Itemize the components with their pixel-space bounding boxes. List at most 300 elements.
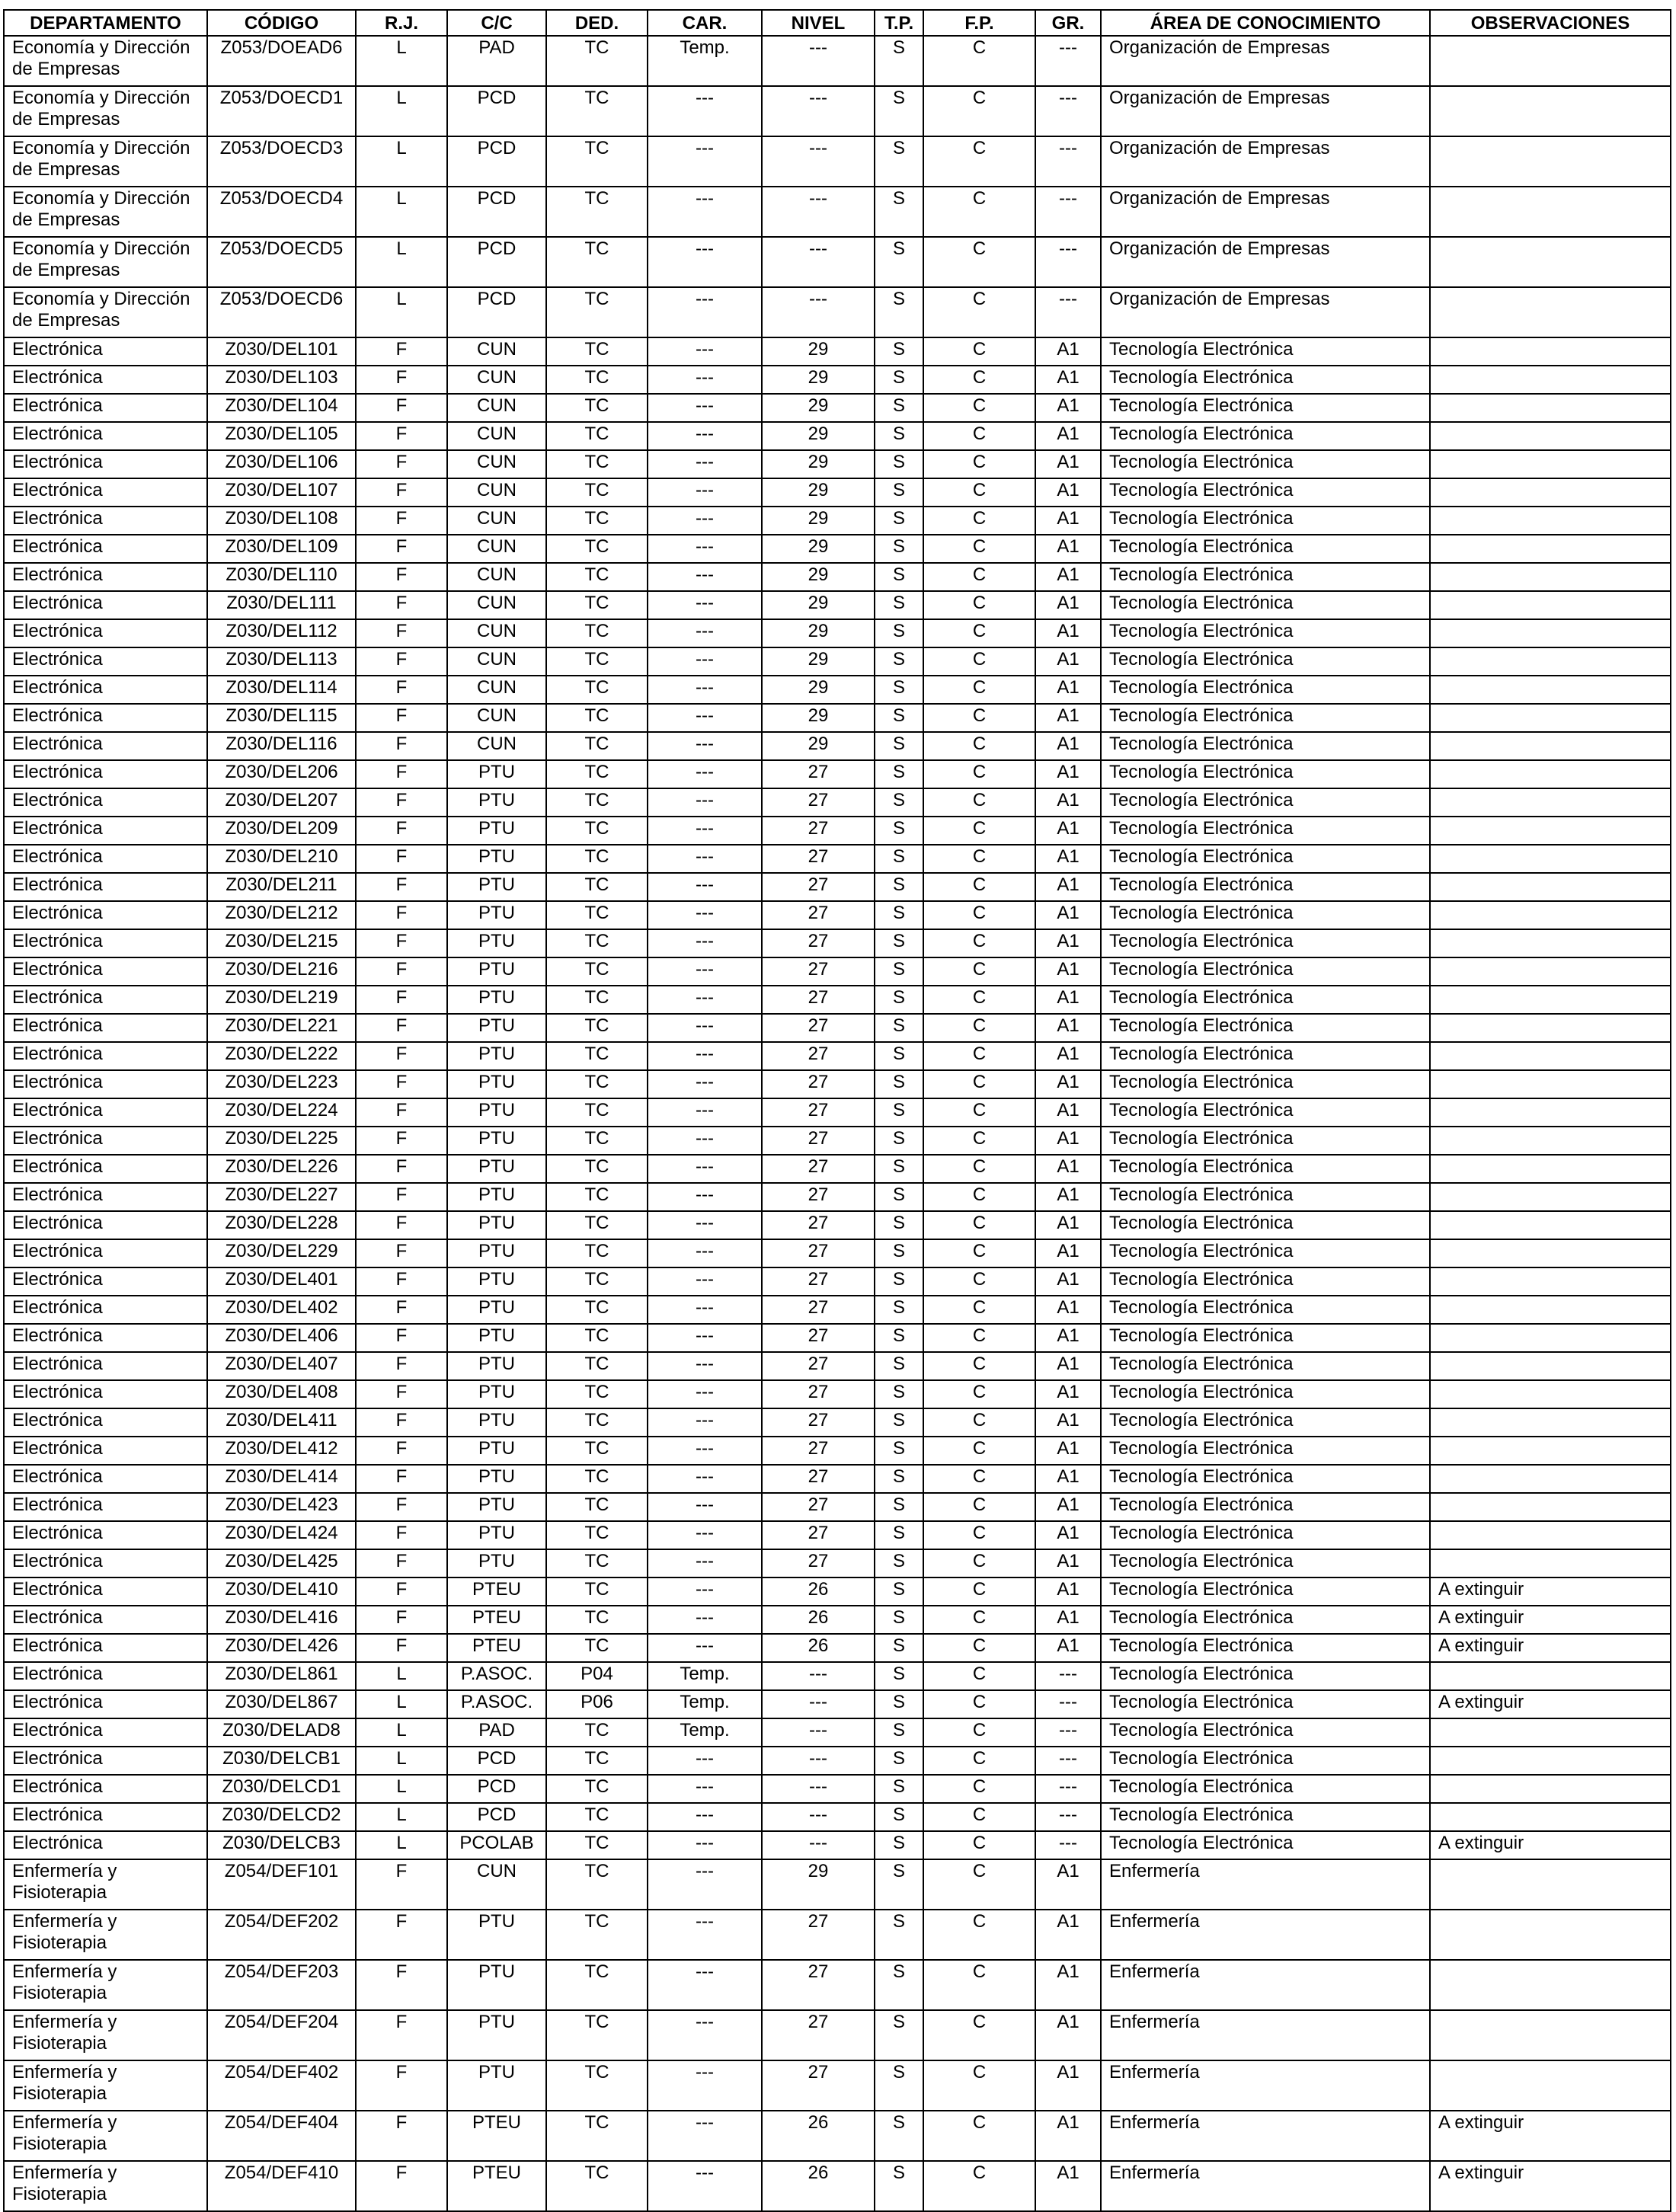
table-row	[4, 1606, 1671, 1634]
table-row	[4, 1239, 1671, 1267]
cell-departamento: Electrónica	[4, 760, 207, 788]
cell-rj: F	[356, 2060, 447, 2111]
cell-departamento: Electrónica	[4, 732, 207, 760]
cell-gr: A1	[1035, 1910, 1101, 1960]
cell-codigo: Z030/DEL114	[207, 676, 356, 704]
cell-area: Tecnología Electrónica	[1101, 1211, 1430, 1239]
cell-area: Tecnología Electrónica	[1101, 704, 1430, 732]
cell-rj: F	[356, 817, 447, 845]
cell-fp: C	[923, 1634, 1035, 1662]
cell-gr: A1	[1035, 1267, 1101, 1296]
cell-fp: C	[923, 676, 1035, 704]
cell-ded: TC	[546, 1493, 648, 1521]
cell-gr: A1	[1035, 366, 1101, 394]
cell-car: ---	[648, 1296, 762, 1324]
cell-car: ---	[648, 450, 762, 478]
cell-rj: F	[356, 394, 447, 422]
cell-gr: A1	[1035, 873, 1101, 901]
cell-ded: TC	[546, 1634, 648, 1662]
cell-rj: F	[356, 732, 447, 760]
cell-area: Tecnología Electrónica	[1101, 450, 1430, 478]
cell-rj: L	[356, 1718, 447, 1747]
cell-nivel: 27	[762, 1324, 875, 1352]
cell-area: Tecnología Electrónica	[1101, 1070, 1430, 1098]
cell-area: Tecnología Electrónica	[1101, 1408, 1430, 1437]
cell-gr: A1	[1035, 1042, 1101, 1070]
cell-gr: ---	[1035, 1690, 1101, 1718]
cell-observaciones	[1430, 788, 1671, 817]
cell-fp: C	[923, 1437, 1035, 1465]
cell-departamento: Electrónica	[4, 1831, 207, 1859]
cell-area: Tecnología Electrónica	[1101, 957, 1430, 986]
cell-nivel: 27	[762, 986, 875, 1014]
cell-area: Tecnología Electrónica	[1101, 366, 1430, 394]
cell-car: ---	[648, 366, 762, 394]
cell-ded: TC	[546, 1960, 648, 2010]
table-row	[4, 1155, 1671, 1183]
cell-area: Tecnología Electrónica	[1101, 1747, 1430, 1775]
cell-ded: TC	[546, 1211, 648, 1239]
cell-departamento: Electrónica	[4, 1239, 207, 1267]
cell-departamento: Economía y Dirección de Empresas	[4, 36, 207, 86]
cell-gr: ---	[1035, 1775, 1101, 1803]
cell-cc: PTU	[447, 1155, 546, 1183]
cell-tp: S	[875, 1070, 923, 1098]
cell-codigo: Z030/DEL225	[207, 1127, 356, 1155]
cell-codigo: Z030/DELCB3	[207, 1831, 356, 1859]
cell-rj: L	[356, 86, 447, 136]
cell-nivel: ---	[762, 36, 875, 86]
cell-rj: F	[356, 1183, 447, 1211]
cell-area: Tecnología Electrónica	[1101, 535, 1430, 563]
cell-codigo: Z030/DEL104	[207, 394, 356, 422]
cell-tp: S	[875, 1803, 923, 1831]
cell-departamento: Electrónica	[4, 1267, 207, 1296]
cell-observaciones	[1430, 1437, 1671, 1465]
cell-car: ---	[648, 1437, 762, 1465]
cell-cc: PTU	[447, 1521, 546, 1549]
cell-tp: S	[875, 1634, 923, 1662]
cell-car: ---	[648, 1183, 762, 1211]
cell-cc: PTU	[447, 1042, 546, 1070]
cell-ded: TC	[546, 478, 648, 507]
cell-gr: A1	[1035, 1380, 1101, 1408]
cell-ded: TC	[546, 817, 648, 845]
cell-ded: TC	[546, 563, 648, 591]
cell-fp: C	[923, 704, 1035, 732]
cell-fp: C	[923, 394, 1035, 422]
cell-nivel: 27	[762, 1014, 875, 1042]
cell-observaciones	[1430, 2010, 1671, 2060]
cell-observaciones	[1430, 1747, 1671, 1775]
cell-ded: TC	[546, 1380, 648, 1408]
cell-ded: TC	[546, 366, 648, 394]
cell-codigo: Z030/DEL412	[207, 1437, 356, 1465]
cell-car: ---	[648, 873, 762, 901]
cell-rj: F	[356, 591, 447, 619]
cell-codigo: Z030/DEL106	[207, 450, 356, 478]
cell-cc: CUN	[447, 704, 546, 732]
cell-tp: S	[875, 237, 923, 287]
cell-fp: C	[923, 237, 1035, 287]
cell-nivel: 26	[762, 1577, 875, 1606]
cell-car: ---	[648, 1634, 762, 1662]
cell-cc: PAD	[447, 1718, 546, 1747]
header-area: ÁREA DE CONOCIMIENTO	[1101, 10, 1430, 36]
cell-nivel: 27	[762, 1493, 875, 1521]
cell-rj: F	[356, 1127, 447, 1155]
cell-observaciones	[1430, 1910, 1671, 1960]
cell-rj: L	[356, 1775, 447, 1803]
cell-cc: PTU	[447, 760, 546, 788]
cell-observaciones	[1430, 237, 1671, 287]
cell-fp: C	[923, 1239, 1035, 1267]
cell-tp: S	[875, 1183, 923, 1211]
cell-departamento: Electrónica	[4, 647, 207, 676]
cell-fp: C	[923, 36, 1035, 86]
cell-area: Tecnología Electrónica	[1101, 676, 1430, 704]
cell-observaciones	[1430, 1493, 1671, 1521]
cell-cc: CUN	[447, 732, 546, 760]
cell-rj: F	[356, 337, 447, 366]
cell-ded: TC	[546, 788, 648, 817]
cell-observaciones	[1430, 1352, 1671, 1380]
cell-departamento: Electrónica	[4, 1493, 207, 1521]
cell-rj: F	[356, 1549, 447, 1577]
cell-tp: S	[875, 591, 923, 619]
cell-codigo: Z053/DOEAD6	[207, 36, 356, 86]
cell-codigo: Z030/DEL209	[207, 817, 356, 845]
cell-rj: F	[356, 845, 447, 873]
cell-area: Tecnología Electrónica	[1101, 1183, 1430, 1211]
cell-area: Organización de Empresas	[1101, 287, 1430, 337]
cell-cc: PTU	[447, 901, 546, 929]
cell-cc: CUN	[447, 337, 546, 366]
cell-cc: PTU	[447, 986, 546, 1014]
cell-observaciones	[1430, 619, 1671, 647]
cell-fp: C	[923, 1549, 1035, 1577]
cell-departamento: Economía y Dirección de Empresas	[4, 287, 207, 337]
cell-nivel: 27	[762, 817, 875, 845]
cell-area: Tecnología Electrónica	[1101, 422, 1430, 450]
table-row	[4, 507, 1671, 535]
cell-fp: C	[923, 2111, 1035, 2161]
cell-tp: S	[875, 2161, 923, 2211]
cell-departamento: Electrónica	[4, 507, 207, 535]
cell-fp: C	[923, 1408, 1035, 1437]
cell-nivel: 27	[762, 1183, 875, 1211]
cell-observaciones: A extinguir	[1430, 1831, 1671, 1859]
cell-gr: ---	[1035, 287, 1101, 337]
cell-nivel: 29	[762, 366, 875, 394]
cell-codigo: Z030/DEL426	[207, 1634, 356, 1662]
cell-area: Tecnología Electrónica	[1101, 1521, 1430, 1549]
cell-gr: A1	[1035, 704, 1101, 732]
cell-observaciones	[1430, 1014, 1671, 1042]
cell-tp: S	[875, 1747, 923, 1775]
cell-gr: A1	[1035, 535, 1101, 563]
table-row	[4, 563, 1671, 591]
cell-departamento: Electrónica	[4, 1577, 207, 1606]
cell-area: Enfermería	[1101, 2111, 1430, 2161]
cell-car: ---	[648, 1352, 762, 1380]
table-row	[4, 2111, 1671, 2161]
cell-codigo: Z030/DEL222	[207, 1042, 356, 1070]
cell-gr: A1	[1035, 337, 1101, 366]
table-row	[4, 929, 1671, 957]
cell-nivel: 27	[762, 1521, 875, 1549]
cell-car: ---	[648, 929, 762, 957]
table-row	[4, 1070, 1671, 1098]
cell-ded: TC	[546, 732, 648, 760]
cell-observaciones	[1430, 1859, 1671, 1910]
cell-nivel: 27	[762, 1380, 875, 1408]
cell-gr: ---	[1035, 36, 1101, 86]
table-row	[4, 1549, 1671, 1577]
cell-gr: A1	[1035, 1324, 1101, 1352]
cell-area: Tecnología Electrónica	[1101, 394, 1430, 422]
cell-area: Tecnología Electrónica	[1101, 1352, 1430, 1380]
cell-tp: S	[875, 873, 923, 901]
table-row	[4, 1267, 1671, 1296]
cell-cc: CUN	[447, 1859, 546, 1910]
header-fp: F.P.	[923, 10, 1035, 36]
cell-car: ---	[648, 1070, 762, 1098]
cell-departamento: Electrónica	[4, 1296, 207, 1324]
cell-tp: S	[875, 2111, 923, 2161]
cell-tp: S	[875, 788, 923, 817]
cell-tp: S	[875, 1239, 923, 1267]
cell-nivel: 27	[762, 1127, 875, 1155]
cell-tp: S	[875, 845, 923, 873]
cell-car: ---	[648, 2060, 762, 2111]
cell-tp: S	[875, 1910, 923, 1960]
cell-codigo: Z030/DEL414	[207, 1465, 356, 1493]
cell-ded: TC	[546, 237, 648, 287]
cell-codigo: Z030/DELCB1	[207, 1747, 356, 1775]
cell-ded: TC	[546, 2161, 648, 2211]
cell-car: ---	[648, 2010, 762, 2060]
cell-tp: S	[875, 1577, 923, 1606]
cell-nivel: 27	[762, 1465, 875, 1493]
cell-cc: CUN	[447, 450, 546, 478]
cell-departamento: Electrónica	[4, 1549, 207, 1577]
cell-codigo: Z030/DEL113	[207, 647, 356, 676]
cell-observaciones	[1430, 507, 1671, 535]
cell-codigo: Z030/DEL410	[207, 1577, 356, 1606]
cell-fp: C	[923, 1960, 1035, 2010]
cell-observaciones	[1430, 591, 1671, 619]
cell-nivel: ---	[762, 1747, 875, 1775]
cell-tp: S	[875, 929, 923, 957]
cell-rj: F	[356, 507, 447, 535]
cell-cc: CUN	[447, 619, 546, 647]
cell-nivel: 26	[762, 1634, 875, 1662]
cell-observaciones	[1430, 1775, 1671, 1803]
cell-fp: C	[923, 1910, 1035, 1960]
cell-codigo: Z030/DEL411	[207, 1408, 356, 1437]
cell-ded: TC	[546, 873, 648, 901]
table-row	[4, 535, 1671, 563]
cell-observaciones	[1430, 1960, 1671, 2010]
table-row	[4, 2010, 1671, 2060]
cell-observaciones: A extinguir	[1430, 1577, 1671, 1606]
cell-gr: A1	[1035, 957, 1101, 986]
cell-ded: TC	[546, 1747, 648, 1775]
table-row	[4, 187, 1671, 237]
cell-gr: A1	[1035, 2060, 1101, 2111]
cell-fp: C	[923, 1183, 1035, 1211]
cell-fp: C	[923, 845, 1035, 873]
cell-cc: PTU	[447, 1211, 546, 1239]
header-gr: GR.	[1035, 10, 1101, 36]
cell-area: Tecnología Electrónica	[1101, 1098, 1430, 1127]
cell-departamento: Electrónica	[4, 619, 207, 647]
table-row	[4, 36, 1671, 86]
cell-rj: F	[356, 704, 447, 732]
cell-ded: TC	[546, 676, 648, 704]
cell-rj: F	[356, 366, 447, 394]
cell-nivel: 27	[762, 957, 875, 986]
table-row	[4, 760, 1671, 788]
cell-car: ---	[648, 237, 762, 287]
cell-nivel: ---	[762, 1831, 875, 1859]
cell-rj: F	[356, 2111, 447, 2161]
cell-observaciones	[1430, 1803, 1671, 1831]
cell-codigo: Z030/DEL416	[207, 1606, 356, 1634]
cell-rj: F	[356, 1960, 447, 2010]
table-row	[4, 1662, 1671, 1690]
table-row	[4, 1493, 1671, 1521]
cell-car: ---	[648, 187, 762, 237]
cell-rj: F	[356, 1634, 447, 1662]
cell-codigo: Z030/DEL212	[207, 901, 356, 929]
cell-ded: TC	[546, 1910, 648, 1960]
cell-tp: S	[875, 986, 923, 1014]
cell-area: Enfermería	[1101, 2060, 1430, 2111]
cell-fp: C	[923, 2010, 1035, 2060]
cell-cc: PTEU	[447, 2161, 546, 2211]
table-row	[4, 1910, 1671, 1960]
cell-observaciones	[1430, 136, 1671, 187]
cell-nivel: 27	[762, 1352, 875, 1380]
cell-rj: F	[356, 1324, 447, 1352]
cell-car: ---	[648, 394, 762, 422]
cell-gr: A1	[1035, 619, 1101, 647]
cell-codigo: Z030/DEL406	[207, 1324, 356, 1352]
cell-rj: F	[356, 1408, 447, 1437]
cell-departamento: Electrónica	[4, 1070, 207, 1098]
cell-cc: PAD	[447, 36, 546, 86]
cell-observaciones	[1430, 1380, 1671, 1408]
cell-fp: C	[923, 366, 1035, 394]
cell-tp: S	[875, 422, 923, 450]
cell-codigo: Z030/DEL861	[207, 1662, 356, 1690]
cell-cc: PTU	[447, 788, 546, 817]
cell-gr: ---	[1035, 237, 1101, 287]
cell-cc: PTEU	[447, 1606, 546, 1634]
cell-area: Tecnología Electrónica	[1101, 591, 1430, 619]
cell-tp: S	[875, 1493, 923, 1521]
cell-departamento: Electrónica	[4, 366, 207, 394]
table-row	[4, 1960, 1671, 2010]
cell-rj: F	[356, 2010, 447, 2060]
cell-nivel: 29	[762, 337, 875, 366]
cell-tp: S	[875, 676, 923, 704]
cell-cc: P.ASOC.	[447, 1662, 546, 1690]
cell-area: Enfermería	[1101, 1960, 1430, 2010]
cell-fp: C	[923, 1662, 1035, 1690]
table-row	[4, 1831, 1671, 1859]
table-row	[4, 1324, 1671, 1352]
cell-ded: TC	[546, 507, 648, 535]
cell-nivel: 29	[762, 478, 875, 507]
cell-cc: CUN	[447, 394, 546, 422]
cell-car: Temp.	[648, 36, 762, 86]
table-row	[4, 901, 1671, 929]
cell-nivel: ---	[762, 237, 875, 287]
table-row	[4, 788, 1671, 817]
cell-car: ---	[648, 845, 762, 873]
cell-area: Tecnología Electrónica	[1101, 1127, 1430, 1155]
cell-gr: ---	[1035, 1662, 1101, 1690]
cell-cc: CUN	[447, 563, 546, 591]
cell-car: ---	[648, 1831, 762, 1859]
cell-codigo: Z030/DEL219	[207, 986, 356, 1014]
cell-rj: F	[356, 676, 447, 704]
table-row	[4, 591, 1671, 619]
cell-ded: TC	[546, 287, 648, 337]
cell-cc: PTU	[447, 1437, 546, 1465]
cell-cc: CUN	[447, 676, 546, 704]
cell-codigo: Z030/DEL224	[207, 1098, 356, 1127]
cell-cc: PTU	[447, 1127, 546, 1155]
cell-cc: PCD	[447, 1775, 546, 1803]
cell-fp: C	[923, 1352, 1035, 1380]
cell-departamento: Electrónica	[4, 1662, 207, 1690]
cell-area: Tecnología Electrónica	[1101, 901, 1430, 929]
cell-cc: PTEU	[447, 1577, 546, 1606]
cell-car: ---	[648, 1014, 762, 1042]
cell-ded: TC	[546, 845, 648, 873]
cell-gr: A1	[1035, 591, 1101, 619]
cell-gr: A1	[1035, 450, 1101, 478]
cell-nivel: 29	[762, 394, 875, 422]
cell-rj: F	[356, 1859, 447, 1910]
cell-observaciones	[1430, 2060, 1671, 2111]
cell-car: ---	[648, 1910, 762, 1960]
cell-departamento: Economía y Dirección de Empresas	[4, 86, 207, 136]
cell-gr: ---	[1035, 1718, 1101, 1747]
cell-observaciones	[1430, 563, 1671, 591]
cell-ded: TC	[546, 450, 648, 478]
cell-gr: A1	[1035, 676, 1101, 704]
cell-fp: C	[923, 136, 1035, 187]
cell-tp: S	[875, 760, 923, 788]
cell-car: ---	[648, 478, 762, 507]
cell-nivel: 27	[762, 760, 875, 788]
cell-fp: C	[923, 1296, 1035, 1324]
cell-codigo: Z030/DEL111	[207, 591, 356, 619]
cell-departamento: Enfermería y Fisioterapia	[4, 1859, 207, 1910]
cell-departamento: Electrónica	[4, 873, 207, 901]
cell-rj: F	[356, 1437, 447, 1465]
cell-codigo: Z053/DOECD3	[207, 136, 356, 187]
cell-departamento: Electrónica	[4, 929, 207, 957]
cell-ded: TC	[546, 1775, 648, 1803]
cell-rj: F	[356, 1380, 447, 1408]
cell-tp: S	[875, 337, 923, 366]
